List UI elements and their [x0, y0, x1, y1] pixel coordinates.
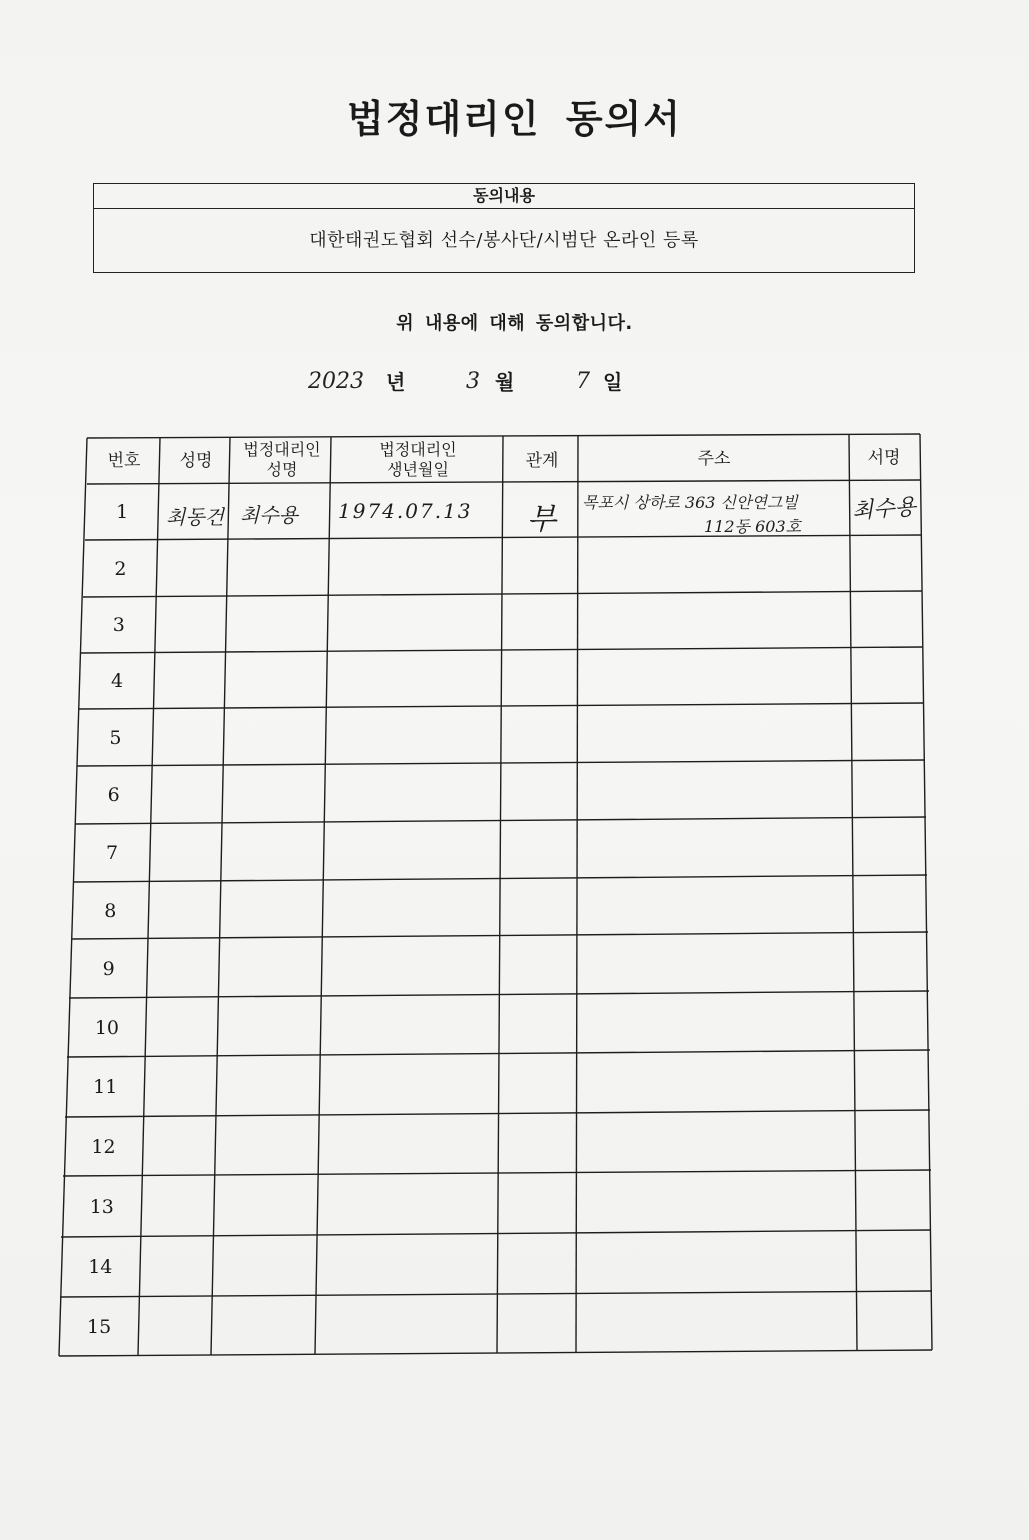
- col-header-guardian-name: [232, 440, 332, 480]
- table-row-line: [87, 480, 920, 484]
- row-number: 6: [107, 784, 120, 806]
- entry-address-line2: 112동 603호: [704, 517, 802, 536]
- row-number: 8: [104, 899, 117, 922]
- entry-signature: 최수용: [851, 494, 917, 525]
- row-number: 2: [114, 557, 127, 580]
- date-month: 3: [466, 369, 480, 394]
- row-number: 12: [91, 1135, 116, 1158]
- col-header-guardian-birth: [332, 440, 504, 480]
- table-column-line: [211, 437, 230, 1355]
- date-month-label: 월: [495, 370, 515, 394]
- row-number: 4: [111, 670, 124, 692]
- table-column-line: [849, 434, 857, 1351]
- col-header-relation: 관계: [525, 451, 559, 471]
- col-header-guardian-name-line2: 성명: [266, 460, 298, 479]
- col-header-guardian-birth-line2: 생년월일: [387, 460, 449, 479]
- entry-relation: 부: [527, 502, 556, 537]
- col-header-no: 번호: [107, 451, 141, 471]
- document-title: 법정대리인 동의서: [347, 97, 682, 141]
- table-row-line: [63, 1170, 931, 1176]
- table-row-line: [59, 1350, 932, 1356]
- col-header-address: 주소: [697, 449, 731, 469]
- table-row-line: [61, 1230, 931, 1237]
- col-header-guardian-name-line1: 법정대리인: [243, 440, 321, 459]
- row-number: 7: [105, 842, 119, 864]
- consent-header: 동의내용: [94, 184, 914, 209]
- entry-guardian-name: 최수용: [240, 503, 298, 527]
- table-column-line: [59, 438, 87, 1356]
- row-number: 3: [112, 614, 125, 636]
- col-header-guardian-birth-line1: 법정대리인: [379, 440, 457, 459]
- col-header-signature: 서명: [867, 448, 901, 468]
- row-number: 11: [93, 1076, 118, 1098]
- date-day: 7: [576, 369, 590, 394]
- consent-content: 대한태권도협회 선수/봉사단/시범단 온라인 등록: [309, 230, 699, 251]
- row-number: 5: [109, 726, 122, 749]
- row-number: 9: [102, 957, 115, 980]
- row-number: 1: [116, 501, 129, 523]
- entry-name: 최동건: [166, 505, 224, 529]
- row-number: 13: [89, 1195, 114, 1218]
- date-year-label: 년: [386, 370, 406, 394]
- col-header-name: 성명: [179, 451, 213, 471]
- table-column-line: [315, 437, 331, 1354]
- table-column-line: [497, 436, 503, 1353]
- row-number: 15: [87, 1315, 112, 1338]
- table-row-line: [60, 1291, 932, 1297]
- row-number: 10: [94, 1016, 120, 1039]
- row-number: 14: [88, 1256, 113, 1278]
- date-year: 2023: [308, 369, 364, 394]
- table-column-line: [920, 434, 932, 1350]
- date-day-label: 일: [603, 370, 623, 394]
- table-row-line: [65, 1110, 930, 1117]
- agreement-statement: 위 내용에 대해 동의합니다.: [396, 313, 633, 334]
- entry-guardian-birth: 1974.07.13: [338, 499, 473, 523]
- entry-address-line1: 목포시 상하로 363 신안연그빌: [582, 493, 798, 512]
- table-column-line: [576, 436, 578, 1353]
